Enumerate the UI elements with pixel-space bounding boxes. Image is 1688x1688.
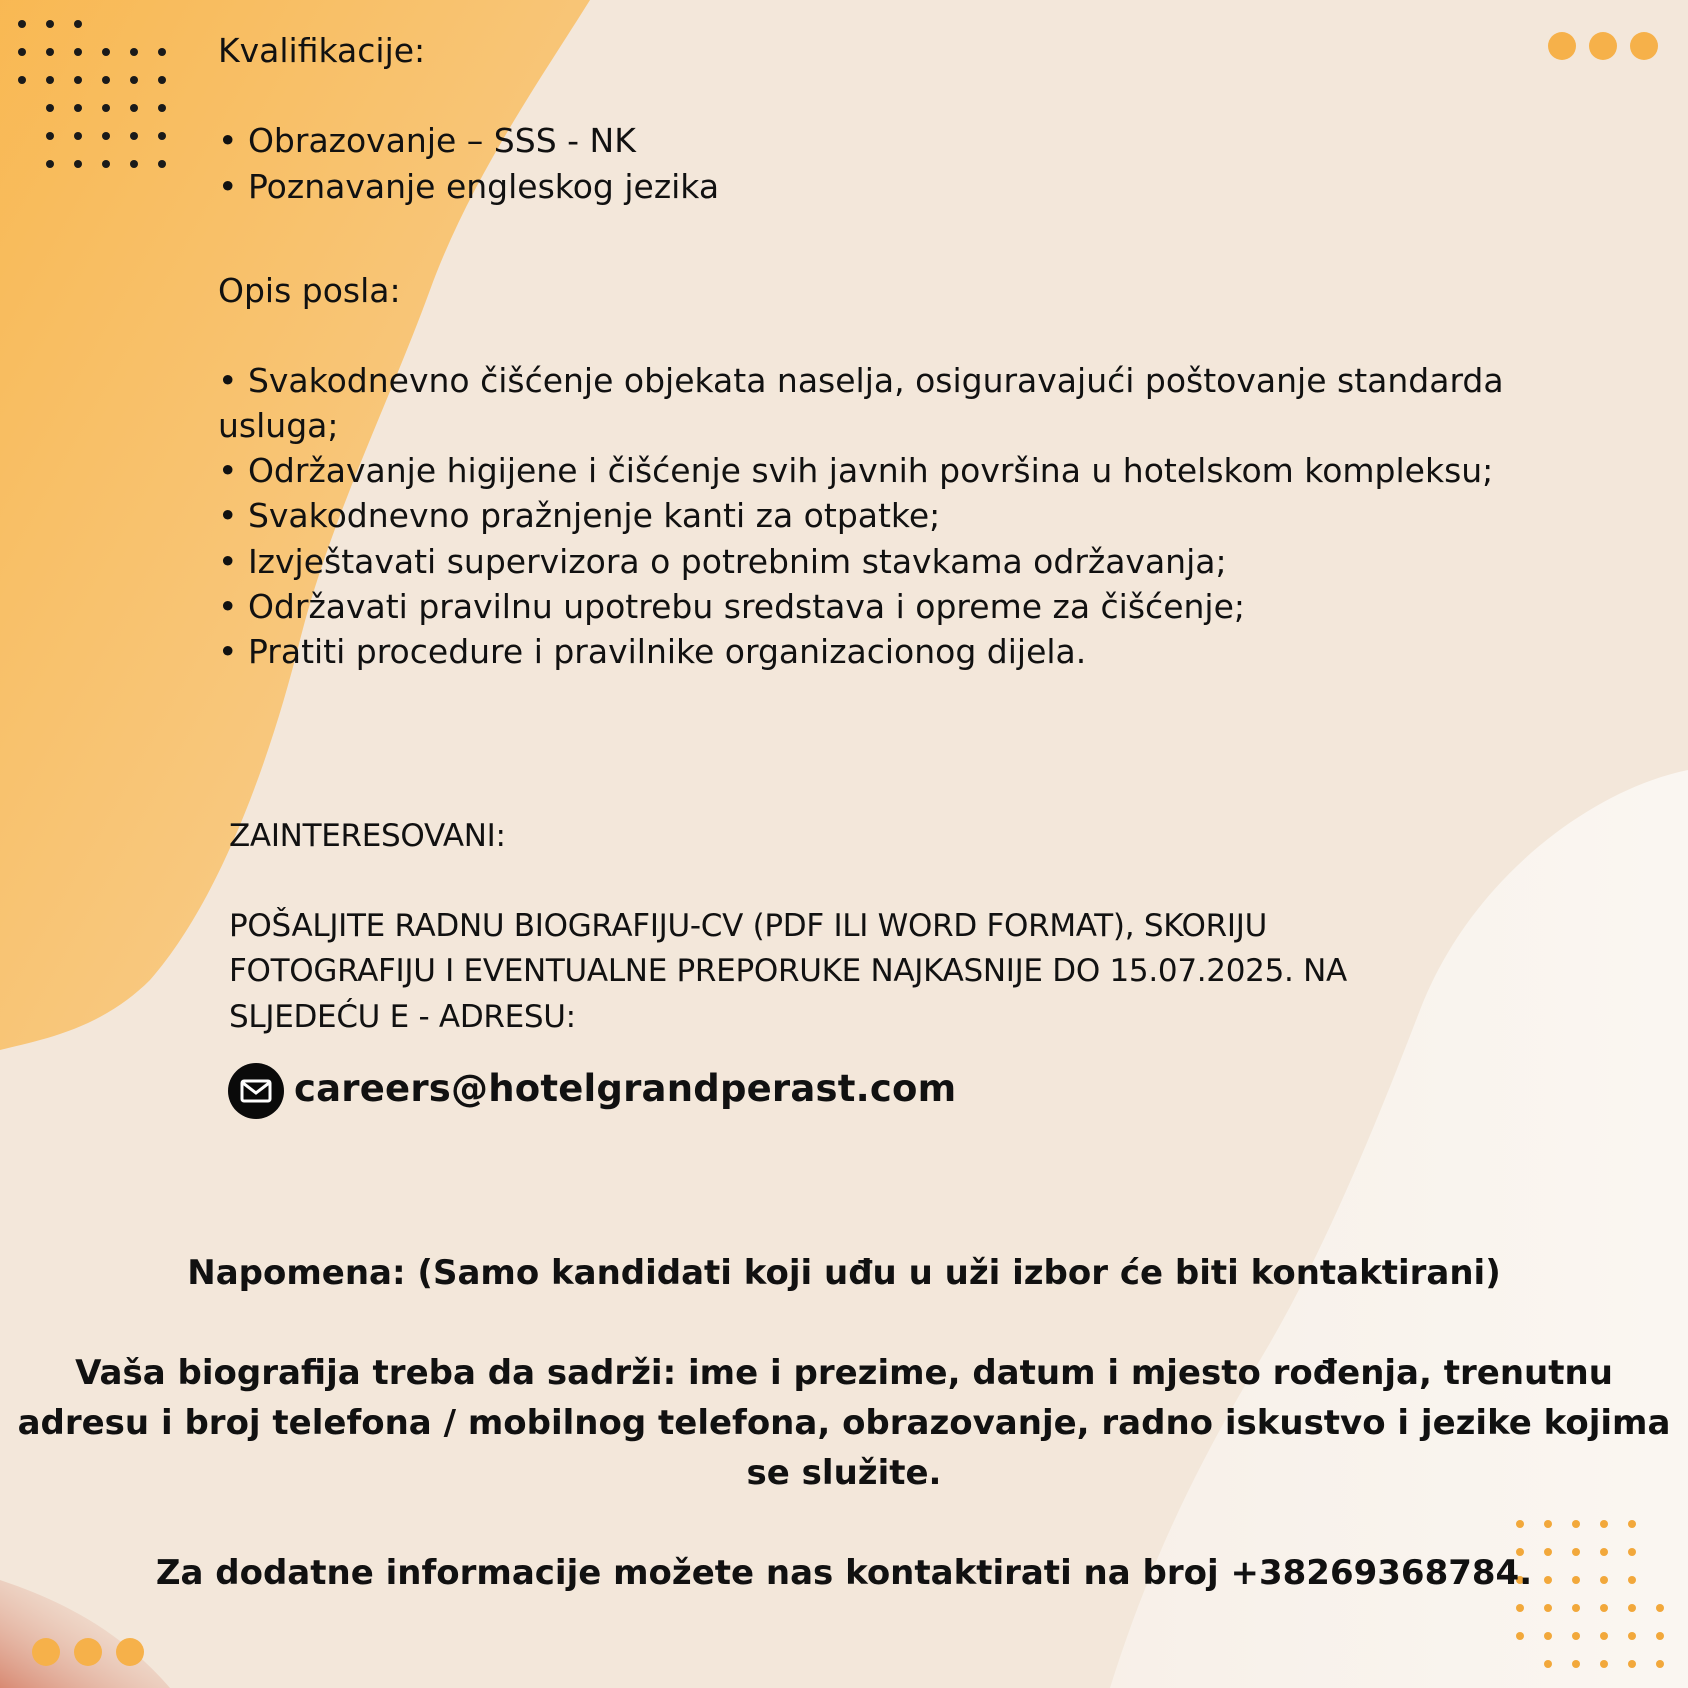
qualifications-heading: Kvalifikacije: bbox=[218, 31, 426, 70]
cv-contents-text: se služite. bbox=[746, 1453, 942, 1493]
job-duty-item: • Održavanje higijene i čišćenje svih javnih površina u hotelskom kompleksu; bbox=[218, 451, 1494, 490]
job-duty-item: • Pratiti procedure i pravilnike organizacionog dijela. bbox=[218, 632, 1087, 671]
cv-contents-text: adresu i broj telefona / mobilnog telefona, obrazovanje, radno iskustvo i jezike kojima bbox=[17, 1403, 1671, 1443]
application-instructions: POŠALJITE RADNU BIOGRAFIJU-CV (PDF ILI WORD FORMAT), SKORIJU bbox=[229, 908, 1267, 944]
application-heading: ZAINTERESOVANI: bbox=[229, 818, 506, 854]
application-instructions: SLJEDEĆU E - ADRESU: bbox=[229, 999, 576, 1035]
job-duty-item: usluga; bbox=[218, 406, 339, 445]
qualification-item: • Poznavanje engleskog jezika bbox=[218, 167, 720, 206]
job-duty-item: • Izvještavati supervizora o potrebnim stavkama održavanja; bbox=[218, 542, 1227, 581]
job-duty-item: • Svakodnevno pražnjenje kanti za otpatke; bbox=[218, 496, 941, 535]
cv-contents-text: Vaša biografija treba da sadrži: ime i prezime, datum i mjesto rođenja, trenutnu bbox=[75, 1353, 1613, 1393]
application-instructions: FOTOGRAFIJU I EVENTUALNE PREPORUKE NAJKASNIJE DO 15.07.2025. NA bbox=[229, 953, 1347, 989]
envelope-icon bbox=[228, 1063, 284, 1119]
job-duty-item: • Održavati pravilnu upotrebu sredstava i opreme za čišćenje; bbox=[218, 587, 1245, 626]
contact-text: Za dodatne informacije možete nas kontaktirati na broj +38269368784. bbox=[155, 1553, 1533, 1593]
qualification-item: • Obrazovanje – SSS - NK bbox=[218, 121, 636, 160]
job-duty-item: • Svakodnevno čišćenje objekata naselja, osiguravajući poštovanje standarda bbox=[218, 361, 1504, 400]
note-text: Napomena: (Samo kandidati koji uđu u uži izbor će biti kontaktirani) bbox=[187, 1253, 1501, 1293]
job-description-heading: Opis posla: bbox=[218, 271, 401, 310]
email-link[interactable]: careers@hotelgrandperast.com bbox=[294, 1067, 957, 1110]
